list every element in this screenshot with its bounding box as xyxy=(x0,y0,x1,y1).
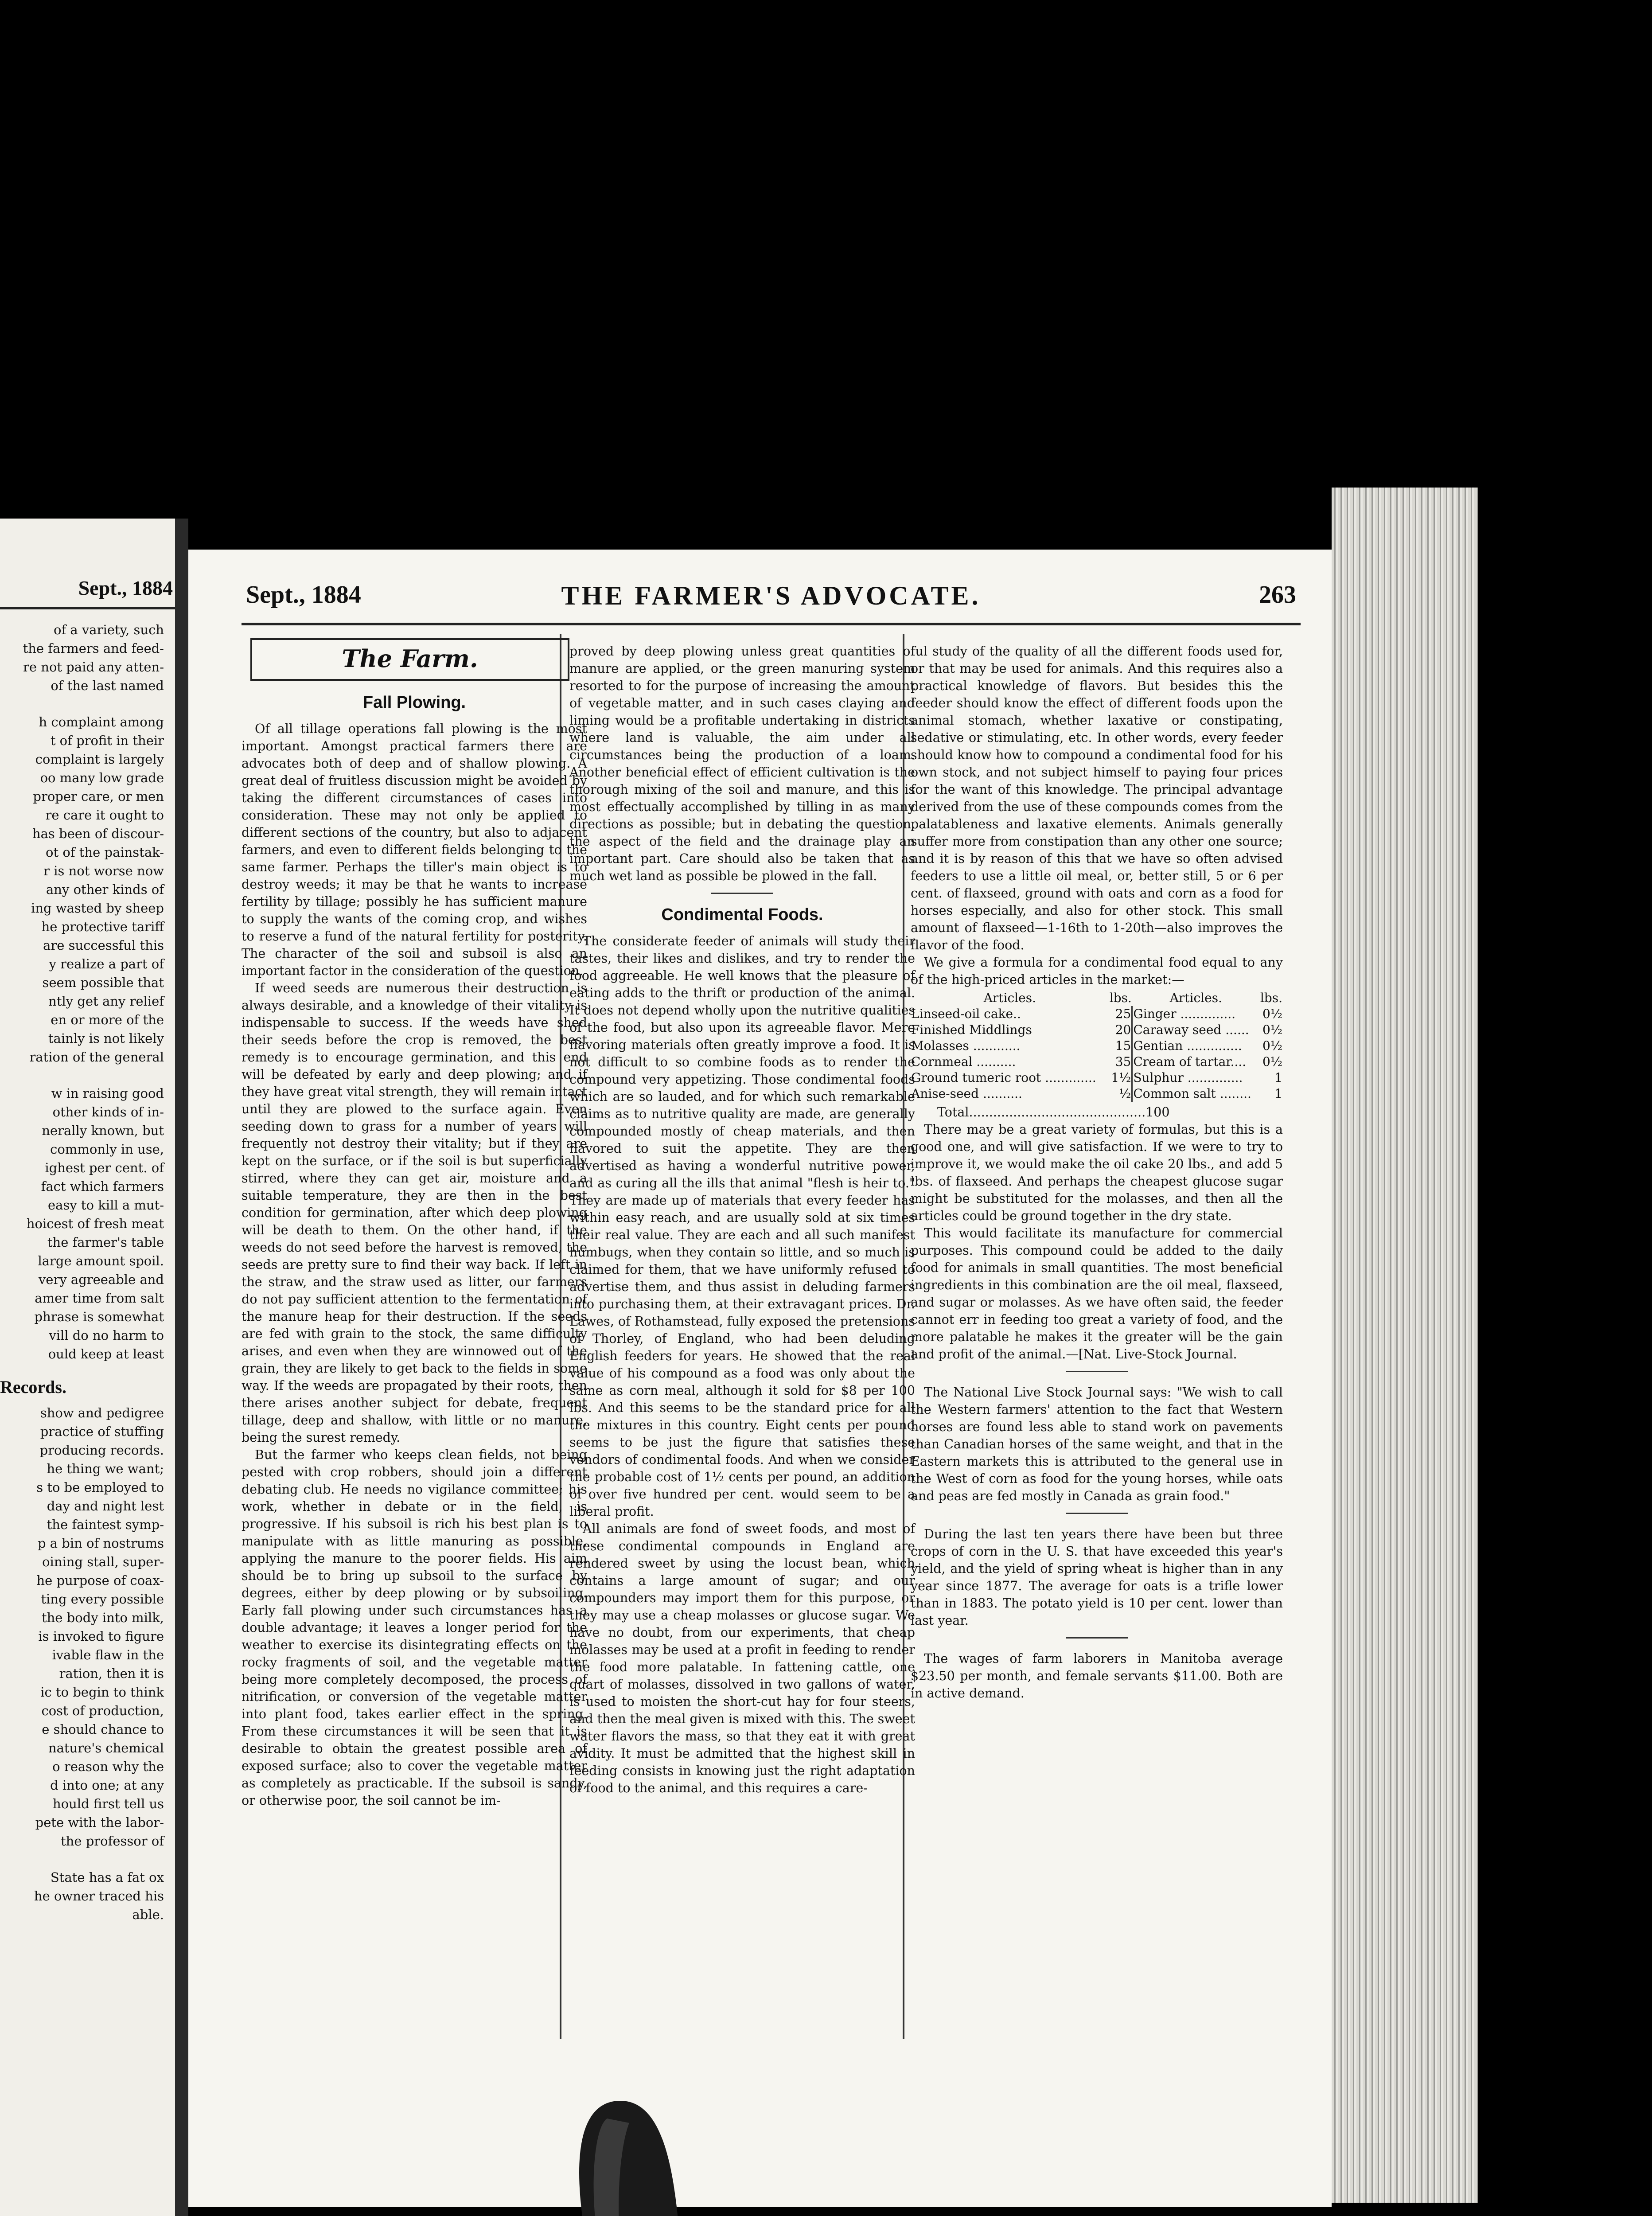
formula-header-lbs: lbs. xyxy=(1109,991,1132,1005)
column-1 xyxy=(242,634,587,1809)
facing-page-line: of a variety, such xyxy=(54,622,164,637)
facing-page-line: the farmer's table xyxy=(47,1235,164,1250)
facing-page-line xyxy=(0,1066,164,1084)
book-gutter xyxy=(175,519,188,2216)
formula-lbs: ½ xyxy=(1109,1086,1132,1102)
facing-page-line: large amount spoil. xyxy=(38,1253,164,1268)
formula-total-value: 100 xyxy=(1145,1105,1170,1120)
facing-page-line: is invoked to figure xyxy=(38,1629,164,1644)
facing-page-line: hoicest of fresh meat xyxy=(26,1216,164,1231)
formula-row xyxy=(911,1086,1283,1102)
header-title: THE FARMER'S ADVOCATE. xyxy=(561,581,981,610)
facing-page-line: practice of stuffing xyxy=(40,1424,164,1439)
article-heading-fall-plowing: Fall Plowing. xyxy=(362,693,466,712)
facing-page-line xyxy=(0,695,164,713)
facing-page-line: cost of production, xyxy=(41,1703,164,1718)
facing-page-line: oining stall, super- xyxy=(42,1554,164,1569)
page-header xyxy=(246,581,1296,620)
formula-lbs: 0½ xyxy=(1262,1054,1282,1069)
facing-page-line: producing records. xyxy=(39,1443,164,1458)
facing-page-line: ot of the painstak- xyxy=(46,845,164,860)
facing-page-line: complaint is largely xyxy=(35,752,164,767)
formula-lbs: 15 xyxy=(1109,1038,1132,1054)
facing-page-line: the farmers and feed- xyxy=(23,641,164,656)
formula-lbs: 25 xyxy=(1109,1006,1132,1022)
paragraph: The National Live Stock Journal says: "We wish to call the Western farmers' attention to the fact that Western horses are found less able to stand work on pavements than Canadian horses of the same weight, and that in the Eastern markets this is attributed to the general use in the West of corn as food for the young horses, while oats and peas are fed mostly in Canada as grain food." xyxy=(911,1385,1283,1503)
paragraph: But the farmer who keeps clean fields, not being pested with crop robbers, should join a different debating club. He needs no vigilance committee; his work, whether in debate or in the field, is progressive. If his subsoil is rich his best plan is to manipulate with as little manuring as possible, applying the manure to the poorer fields. His aim should be to bring up subsoil to the surface by degrees, either by deep plowing or by subsoiling. Early fall plowing under such circumstances has a double advantage; it leaves a longer period for the weather to exercise its disintegrating effects on the rocky fragments of soil, and the vegetable matter being more completely decomposed, the process of nitrification, or conversion of the vegetable matter into plant food, takes earlier effect in the spring. From these circumstances it will be seen that it is desirable to obtain the greatest possible area of exposed surface; also to cover the vegetable matter as completely as practicable. If the subsoil is sandy, or otherwise poor, the soil cannot be im- xyxy=(242,1447,587,1808)
facing-page-rule xyxy=(0,607,175,609)
formula-article: Gentian .............. xyxy=(1133,1038,1242,1053)
article-heading-condimental-foods: Condimental Foods. xyxy=(661,905,823,924)
formula-lbs: 1 xyxy=(1274,1070,1282,1085)
formula-lbs: 1 xyxy=(1274,1086,1282,1101)
formula-row xyxy=(911,1006,1283,1022)
column-3 xyxy=(911,643,1283,1702)
facing-page-line: re not paid any atten- xyxy=(23,659,164,675)
paragraph: If weed seeds are numerous their destruction is always desirable, and a knowledge of their vitality is indispensable to success. If the weeds have shed their seeds before the crop is removed, the best remedy is to encourage germination, and this end will be defeated by early and deep plowing; and if they have great vital strength, they will remain intact until they are plowed to the surface again. Even seeding down to grass for a number of years will frequently not destroy their vitality; but if they are kept on the surface, or if the soil is but superficially stirred, where they can get air, moisture and a suitable temperature, they are then in the best condition for germination, after which deep plowing will be death to them. On the other hand, if the weeds do not seed before the harvest is removed, the seeds are pretty sure to find their way back. If left in the straw, and the straw used as litter, our farmers do not pay sufficient attention to the fermentation of the manure heap for their destruction. If the seeds are fed with grain to the stock, the same difficulty arises, and even when they are winnowed out of the grain, they are likely to get back to the fields in some way. If the weeds are propagated by their roots, then there arises another subject for debate, frequent tillage, deep and shallow, with little or no manure, being the surest remedy. xyxy=(242,981,587,1445)
facing-page-line: proper care, or men xyxy=(33,789,164,804)
separator xyxy=(711,893,773,894)
facing-page-line: o reason why the xyxy=(52,1759,164,1774)
column-2 xyxy=(569,643,915,1797)
facing-page-line: nerally known, but xyxy=(42,1123,164,1138)
facing-page-line: ing wasted by sheep xyxy=(31,901,164,916)
department-heading: The Farm. xyxy=(250,638,569,681)
facing-page-line: the body into milk, xyxy=(41,1610,164,1625)
paragraph: The considerate feeder of animals will study their tastes, their likes and dislikes, and try to render the food aggreeable. He well knows that the pleasure of eating adds to the thrift or production of the animal. It does not depend wholly upon the nutritive qualities of the food, but also upon its agreeable flavor. Mere flavoring materials often greatly improve a food. It is not difficult to so combine foods as to render the compound very appetizing. Those condimental foods which are so lauded, and for which such remarkable claims as to nutritive quality are made, are generally compounded mostly of cheap materials, and then flavored to suit the appetite. They are then advertised as having a wonderful nutritive power, and as curing all the ills that animal "flesh is heir to." They are made up of materials that every feeder has within easy reach, and are usually sold at six times their real value. They are each and all such manifest humbugs, when they contain so little, and so much is claimed for them, that we have uniformly refused to advertise them, and thus assist in deluding farmers into purchasing them, at their extravagant prices. Dr. Lawes, of Rothamstead, fully exposed the pretensions of Thorley, of England, who had been deluding English feeders for years. He showed that the real value of his compound as a food was only about the same as corn meal, although it sold for $8 per 100 lbs. And this seems to be the standard price for all the mixtures in this country. Eight cents per pound seems to be just the figure that satisfies these vendors of condimental foods. And when we consider the probable cost of 1½ cents per pound, an addition of over five hundred per cent. would seem to be a liberal profit. xyxy=(569,934,915,1519)
facing-page-line: able. xyxy=(132,1907,164,1922)
facing-lines-b xyxy=(0,1404,164,1924)
facing-page-line: he thing we want; xyxy=(47,1461,164,1476)
formula-row xyxy=(911,1054,1283,1070)
formula-lbs: 1½ xyxy=(1109,1070,1132,1086)
facing-page-line: d into one; at any xyxy=(50,1778,164,1793)
paragraph: During the last ten years there have been but three crops of corn in the U. S. that have exceeded this year's yield, and the yield of spring wheat is higher than in any year since 1877. The average for oats is a trifle lower than in 1883. The potato yield is 10 per cent. lower than last year. xyxy=(911,1527,1283,1628)
facing-page-line: oo many low grade xyxy=(40,770,164,785)
formula-article: Sulphur .............. xyxy=(1133,1070,1243,1085)
formula-article: Cream of tartar.... xyxy=(1133,1054,1247,1069)
facing-page-line: p a bin of nostrums xyxy=(37,1536,164,1551)
facing-page-line xyxy=(0,1850,164,1868)
paragraph: All animals are fond of sweet foods, and most of these condimental compounds in England are rendered sweet by using the locust bean, which contains a large amount of sugar; and our compounders may import them for this purpose, or they may use a cheap molasses or glucose sugar. We have no doubt, from our experiments, that cheap molasses may be used at a profit in feeding to render the food more palatable. In fattening cattle, one quart of molasses, dissolved in two gallons of water, is used to moisten the short-cut hay for four steers, and then the meal given is mixed with this. The sweet water flavors the mass, so that they eat it with great avidity. It must be admitted that the highest skill in feeding consists in knowing just the right adaptation of food to the animal, and this requires a care- xyxy=(569,1522,915,1795)
facing-page-column xyxy=(0,620,164,1924)
facing-page-line: ting every possible xyxy=(41,1592,164,1607)
formula-total-label: Total............................................ xyxy=(937,1105,1146,1120)
paragraph: We give a formula for a condimental food equal to any of the high-priced articles in the market:— xyxy=(911,955,1283,987)
separator xyxy=(1066,1637,1128,1639)
facing-page-line: are successful this xyxy=(43,938,164,953)
formula-header-articles: Articles. xyxy=(983,991,1036,1005)
formula-lbs: 20 xyxy=(1109,1022,1132,1038)
facing-page-line: nature's chemical xyxy=(48,1740,164,1756)
paragraph: The wages of farm laborers in Manitoba average $23.50 per month, and female servants $11.00. Both are in active demand. xyxy=(911,1651,1283,1701)
facing-page-line: ic to begin to think xyxy=(40,1685,164,1700)
formula-lbs: 0½ xyxy=(1262,1022,1282,1037)
facing-page-line: phrase is somewhat xyxy=(34,1309,164,1324)
formula-row xyxy=(911,1070,1283,1086)
header-date: Sept., 1884 xyxy=(246,581,361,609)
facing-page-line: fact which farmers xyxy=(41,1179,164,1194)
facing-page-line: of the last named xyxy=(51,678,164,693)
facing-page-line: e should chance to xyxy=(42,1722,164,1737)
main-page xyxy=(188,550,1332,2207)
facing-page-line: h complaint among xyxy=(39,714,164,730)
facing-page-line: pete with the labor- xyxy=(35,1815,164,1830)
formula-lbs: 35 xyxy=(1109,1054,1132,1070)
formula-article: Anise-seed .......... xyxy=(911,1086,1022,1101)
facing-page-line: t of profit in their xyxy=(50,733,164,748)
header-rule xyxy=(242,623,1301,625)
formula-article: Finished Middlings xyxy=(911,1022,1032,1037)
facing-page-line: commonly in use, xyxy=(50,1142,164,1157)
paragraph: Of all tillage operations fall plowing is the most important. Amongst practical farmers there are advocates both of deep and of shallow plowing. A great deal of fruitless discussion might be avoided by taking the different circumstances of cases into consideration. These may not only be applied to different sections of the country, but also to adjacent farmers, and even to different fields belonging to the same farmer. Perhaps the tiller's main object is to destroy weeds; it may be that he wants to increase fertility by tillage; possibly he has sufficient manure to supply the wants of the coming crop, and wishes to reserve a fund of the natural fertility for posterity. The character of the soil and subsoil is also an important factor in the consideration of the question. xyxy=(242,722,587,978)
formula-article: Common salt ........ xyxy=(1133,1086,1251,1101)
formula-article: Molasses ............ xyxy=(911,1038,1021,1053)
facing-page-line: y realize a part of xyxy=(49,956,164,971)
formula-header-lbs: lbs. xyxy=(1260,991,1282,1005)
facing-page-line: s to be employed to xyxy=(36,1480,164,1495)
facing-page-line: vill do no harm to xyxy=(49,1328,164,1343)
formula-lbs: 0½ xyxy=(1262,1007,1282,1021)
formula-article: Ginger .............. xyxy=(1133,1007,1236,1021)
facing-page-header: Sept., 1884 xyxy=(78,577,173,599)
paragraph: There may be a great variety of formulas, but this is a good one, and will give satisfaction. If we were to try to improve it, we would make the oil cake 20 lbs., and add 5 lbs. of flaxseed. And perhaps the cheapest glucose sugar might be substituted for the molasses, and then all the articles could be ground together in the dry state. xyxy=(911,1122,1283,1223)
facing-page-line: ighest per cent. of xyxy=(45,1160,164,1175)
page-edges xyxy=(1332,488,1478,2203)
facing-page-line: has been of discour- xyxy=(32,826,164,841)
facing-page-line: ould keep at least xyxy=(48,1346,164,1362)
formula-header-articles: Articles. xyxy=(1169,991,1222,1005)
facing-page-line: ivable flaw in the xyxy=(52,1647,164,1662)
facing-page-line: ration, then it is xyxy=(59,1666,164,1681)
formula-row xyxy=(911,1022,1283,1038)
formula-article: Ground tumeric root ............. xyxy=(911,1070,1096,1085)
facing-page-line: en or more of the xyxy=(51,1012,164,1027)
separator xyxy=(1066,1371,1128,1372)
page-number: 263 xyxy=(1259,581,1296,609)
formula-lbs: 0½ xyxy=(1262,1038,1282,1053)
facing-page-line: day and night lest xyxy=(47,1498,164,1514)
facing-page-line: very agreeable and xyxy=(38,1272,164,1287)
facing-lines-a xyxy=(0,620,164,1363)
facing-page-line: easy to kill a mut- xyxy=(47,1198,164,1213)
facing-page-line: he protective tariff xyxy=(41,919,164,934)
facing-page-line: seem possible that xyxy=(42,975,164,990)
formula-article: Cornmeal .......... xyxy=(911,1054,1016,1069)
facing-page-line: re care it ought to xyxy=(45,808,164,823)
thumb-image xyxy=(554,2101,722,2216)
paragraph: This would facilitate its manufacture for commercial purposes. This compound could be added to the daily food for animals in small quantities. The most beneficial ingredients in this combination are the oil meal, flaxseed, and sugar or molasses. As we have often said, the feeder cannot err in feeding too great a variety of food, and the more palatable he makes it the greater will be the gain and profit of the animal.—[Nat. Live-Stock Journal. xyxy=(911,1226,1283,1362)
formula-article: Linseed-oil cake.. xyxy=(911,1007,1021,1021)
facing-page-line: amer time from salt xyxy=(35,1291,164,1306)
paragraph: ful study of the quality of all the different foods used for, or that may be used for animals. And this requires also a practical knowledge of flavors. But besides this the feeder should know the effect of different foods upon the animal stomach, whether laxative or constipating, sedative or stimulating, etc. In other words, every feeder should know how to compound a condimental food for his own stock, and not subject himself to paying four prices for the want of this knowledge. The principal advantage derived from the use of these compounds comes from the palatableness and laxative elements. Animals generally suffer more from constipation than any other one source; and it is by reason of this that we have so often advised feeders to use a little oil meal, or, better still, 5 or 6 per cent. of flaxseed, ground with oats and corn as a food for horses especially, and also for other stock. This small amount of flaxseed—1-16th to 1-20th—also improves the flavor of the food. xyxy=(911,644,1283,952)
formula-article: Caraway seed ...... xyxy=(1133,1022,1249,1037)
separator xyxy=(1066,1513,1128,1514)
facing-page-line: w in raising good xyxy=(51,1086,164,1101)
facing-page-line: the faintest symp- xyxy=(47,1517,164,1532)
records-heading: Records. xyxy=(0,1377,66,1397)
formula-table xyxy=(911,990,1283,1102)
facing-page-line: r is not worse now xyxy=(43,863,164,878)
facing-page-line: he purpose of coax- xyxy=(36,1573,164,1588)
facing-page-line: ration of the general xyxy=(29,1049,164,1065)
facing-page-line: any other kinds of xyxy=(46,882,164,897)
facing-page-line: show and pedigree xyxy=(40,1405,164,1420)
formula-row xyxy=(911,1038,1283,1054)
facing-page-line: tainly is not likely xyxy=(48,1031,164,1046)
facing-page-line: other kinds of in- xyxy=(52,1104,164,1120)
paragraph: proved by deep plowing unless great quantities of manure are applied, or the green manuring system resorted to for the purpose of increasing the amount of vegetable matter, and in such cases claying and liming would be a profitable undertaking in districts where land is valuable, the aim under all circumstances being the production of a loam. Another beneficial effect of efficient cultivation is the thorough mixing of the soil and manure, and this is most effectually accomplished by tilling in as many directions as possible; but in debating the question, the aspect of the field and the drainage play an important part. Care should also be taken that as much wet land as possible be plowed in the fall. xyxy=(569,644,915,883)
facing-page-line: State has a fat ox xyxy=(50,1870,164,1885)
facing-page xyxy=(0,519,175,2216)
facing-page-line: hould first tell us xyxy=(53,1796,164,1811)
formula-total xyxy=(911,1104,1283,1121)
facing-page-line: he owner traced his xyxy=(34,1888,164,1904)
facing-page-line: the professor of xyxy=(61,1834,164,1849)
facing-page-line: ntly get any relief xyxy=(48,994,164,1009)
